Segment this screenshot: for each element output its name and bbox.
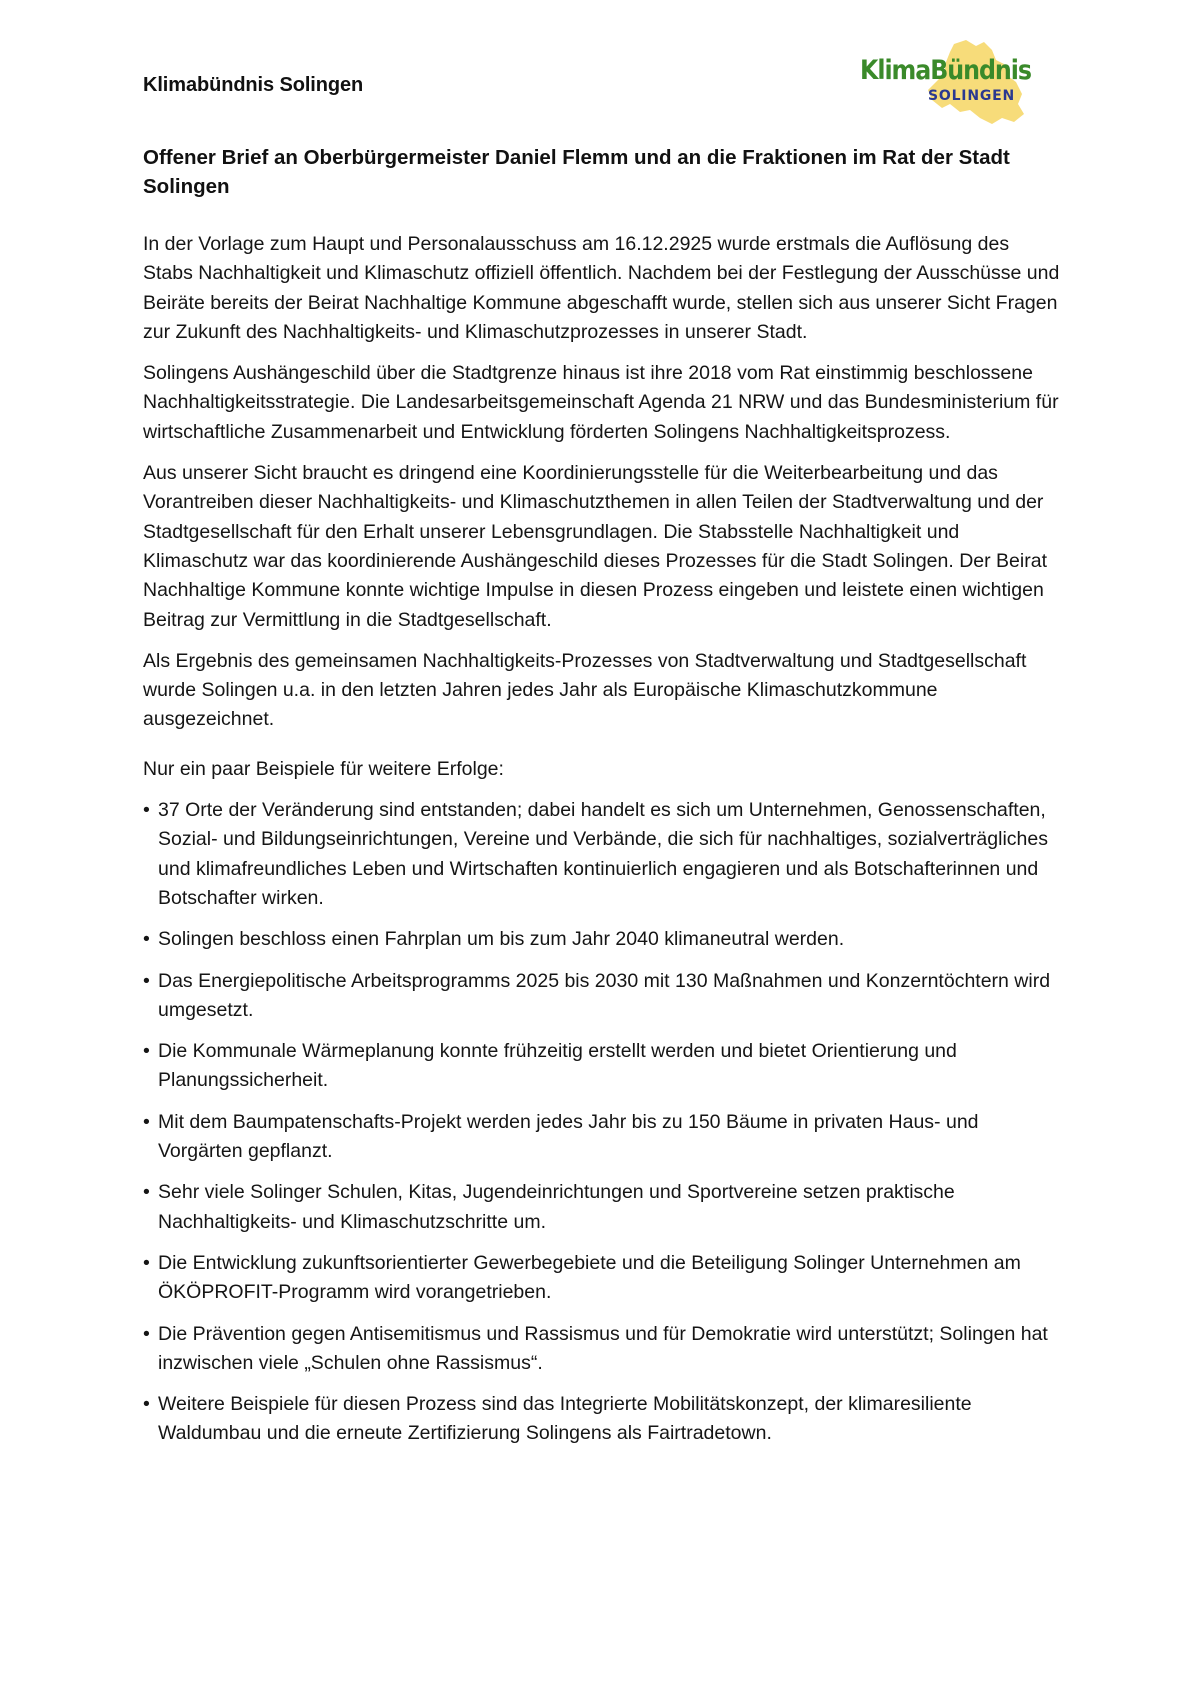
bullet-icon: • <box>143 1322 150 1345</box>
list-item-text: Die Prävention gegen Antisemitismus und Rassismus und für Demokratie wird unterstützt; Solingen hat inzwischen viele „Schulen ohne Rassismus“. <box>158 1322 1048 1374</box>
list-item-text: Die Kommunale Wärmeplanung konnte frühzeitig erstellt werden und bietet Orientierung und Planungssicherheit. <box>158 1040 957 1092</box>
logo-main-text: KlimaBündnis <box>860 55 1031 86</box>
list-item-text: Weitere Beispiele für diesen Prozess sind das Integrierte Mobilitätskonzept, der klimaresiliente Waldumbau und die erneute Zertifizierung Solingens als Fairtradetown. <box>158 1393 972 1445</box>
paragraph: Als Ergebnis des gemeinsamen Nachhaltigkeits-Prozesses von Stadtverwaltung und Stadtgesellschaft wurde Solingen u.a. in den letzten Jahren jedes Jahr als Europäische Klimaschutzkommune ausgezeichnet. <box>143 649 1027 731</box>
klimabuendnis-logo <box>858 38 1030 128</box>
letter-title: Offener Brief an Oberbürgermeister Daniel Flemm und an die Fraktionen im Rat der Stadt Solingen <box>143 146 1010 198</box>
list-item <box>143 1108 1063 1167</box>
list-item <box>143 1320 1063 1379</box>
bullet-icon: • <box>143 1393 150 1416</box>
paragraph: Aus unserer Sicht braucht es dringend eine Koordinierungsstelle für die Weiterbearbeitung und das Vorantreiben dieser Nachhaltigkeits- und Klimaschutzthemen in allen Teilen der Stadtverwaltung und der Stadtgesellschaft für den Erhalt unserer Lebensgrundlagen. Die Stabsstelle Nachhaltigkeit und Klimaschutz war das koordinierende Aushängeschild dieses Prozesses für die Stadt Solingen. Der Beirat Nachhaltige Kommune konnte wichtige Impulse in diesen Prozess eingeben und leistete einen wichtigen Beitrag zur Vermittlung in die Stadtgesellschaft. <box>143 462 1047 631</box>
list-item <box>143 796 1063 913</box>
bullet-icon: • <box>143 1110 150 1133</box>
bullet-icon: • <box>143 1040 150 1063</box>
list-item-text: 37 Orte der Veränderung sind entstanden; dabei handelt es sich um Unternehmen, Genossenschaften, Sozial- und Bildungseinrichtungen, Vereine und Verbände, die sich für nachhaltiges, sozialverträgliches und klimafreundliches Leben und Wirtschaften kontinuierlich engagieren und als Botschafterinnen und Botschafter wirken. <box>158 799 1048 909</box>
organization-name: Klimabündnis Solingen <box>143 74 364 96</box>
paragraph: In der Vorlage zum Haupt und Personalausschuss am 16.12.2925 wurde erstmals die Auflösung des Stabs Nachhaltigkeit und Klimaschutz offiziell öffentlich. Nachdem bei der Festlegung der Ausschüsse und Beiräte bereits der Beirat Nachhaltige Kommune abgeschafft wurde, stellen sich aus unserer Sicht Fragen zur Zukunft des Nachhaltigkeits- und Klimaschutzprozesses in unserer Stadt. <box>143 233 1060 343</box>
list-item <box>143 1390 1063 1449</box>
list-item <box>143 1037 1063 1096</box>
bullet-icon: • <box>143 1251 150 1274</box>
paragraph: Solingens Aushängeschild über die Stadtgrenze hinaus ist ihre 2018 vom Rat einstimmig beschlossene Nachhaltigkeitsstrategie. Die Landesarbeitsgemeinschaft Agenda 21 NRW und das Bundesministerium für wirtschaftliche Zusammenarbeit und Entwicklung förderten Solingens Nachhaltigkeitsprozess. <box>143 362 1059 443</box>
list-item <box>143 967 1063 1026</box>
bullet-icon: • <box>143 1181 150 1204</box>
examples-list <box>143 796 1063 1449</box>
bullet-icon: • <box>143 969 150 992</box>
bullet-icon: • <box>143 928 150 951</box>
examples-intro: Nur ein paar Beispiele für weitere Erfolge: <box>143 757 504 780</box>
bullet-icon: • <box>143 799 150 822</box>
list-item <box>143 1178 1063 1237</box>
list-item-text: Die Entwicklung zukunftsorientierter Gewerbegebiete und die Beteiligung Solinger Unternehmen am ÖKÖPROFIT-Programm wird vorangetrieben. <box>158 1251 1021 1304</box>
list-item-text: Solingen beschloss einen Fahrplan um bis zum Jahr 2040 klimaneutral werden. <box>158 928 845 951</box>
list-item-text: Sehr viele Solinger Schulen, Kitas, Jugendeinrichtungen und Sportvereine setzen praktische Nachhaltigkeits- und Klimaschutzschritte um. <box>158 1181 955 1233</box>
list-item <box>143 925 1063 954</box>
list-item-text: Mit dem Baumpatenschafts-Projekt werden jedes Jahr bis zu 150 Bäume in privaten Haus- und Vorgärten gepflanzt. <box>158 1110 979 1163</box>
list-item <box>143 1249 1063 1308</box>
list-item-text: Das Energiepolitische Arbeitsprogramms 2025 bis 2030 mit 130 Maßnahmen und Konzerntöchtern wird umgesetzt. <box>158 969 1051 1021</box>
letter-body <box>143 230 1063 1461</box>
logo-sub-text: SOLINGEN <box>928 88 1016 104</box>
